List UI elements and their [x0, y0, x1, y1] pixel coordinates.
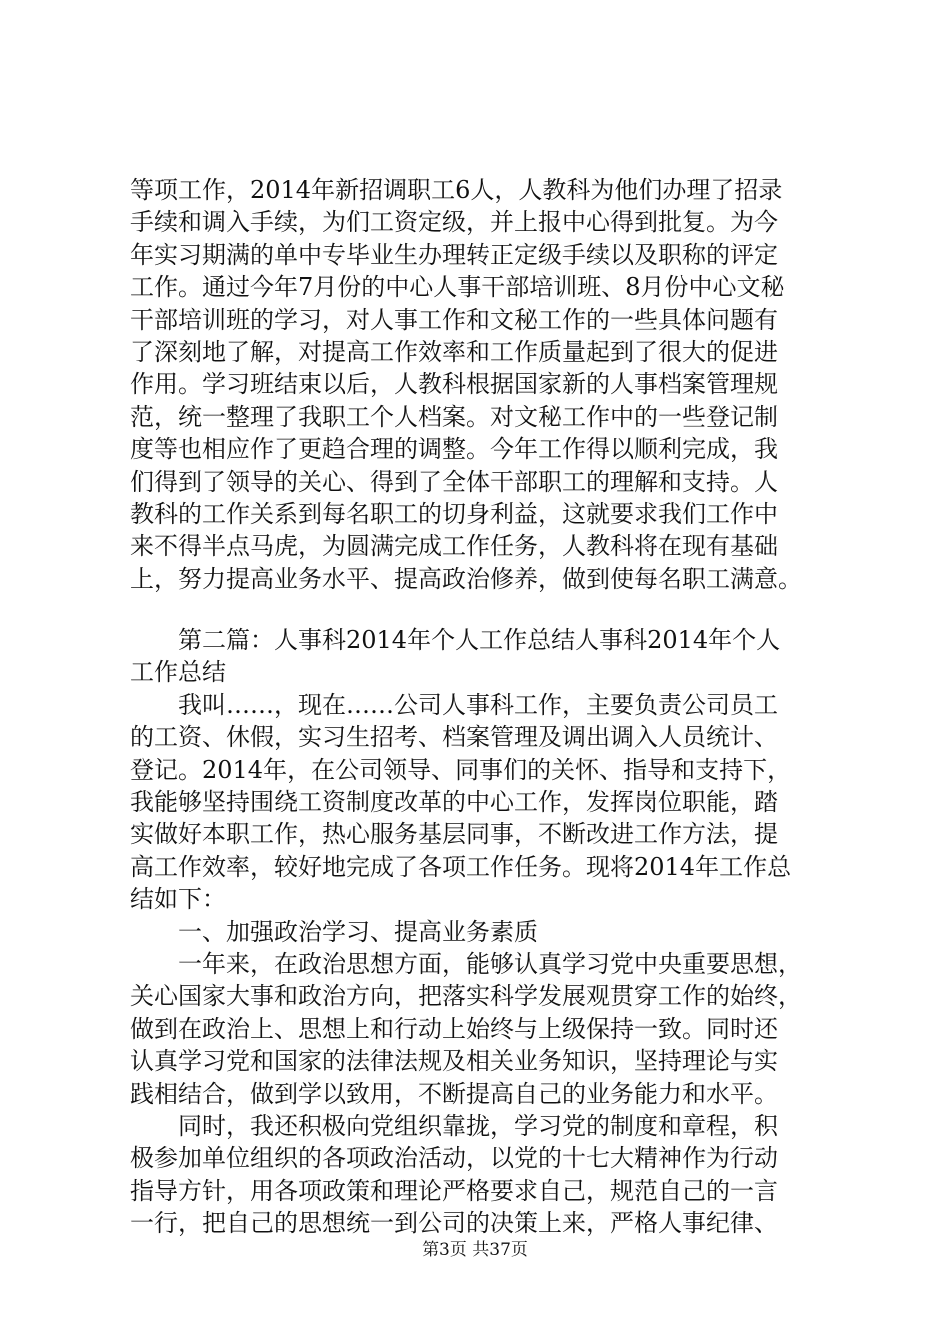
text-line: 来不得半点马虎，为圆满完成工作任务，人教科将在现有基础	[130, 532, 778, 561]
text-line: 一年来，在政治思想方面，能够认真学习党中央重要思想，	[178, 949, 802, 978]
paragraph-intro	[130, 689, 842, 916]
text-line: 上，努力提高业务水平、提高政治修养，做到使每名职工满意。	[130, 564, 802, 593]
text-line: 的工资、休假，实习生招考、档案管理及调出调入人员统计、	[130, 723, 778, 752]
heading-political-study: 一、加强政治学习、提高业务素质	[178, 917, 538, 946]
paragraph-party	[130, 1110, 842, 1240]
text-line: 了深刻地了解，对提高工作效率和工作质量起到了很大的促进	[130, 337, 778, 366]
text-line: 教科的工作关系到每名职工的切身利益，这就要求我们工作中	[130, 499, 778, 528]
text-line: 干部培训班的学习，对人事工作和文秘工作的一些具体问题有	[130, 305, 778, 334]
text-line: 指导方针，用各项政策和理论严格要求自己，规范自己的一言	[130, 1176, 778, 1205]
text-line: 工作。通过今年7月份的中心人事干部培训班、8月份中心文秘	[130, 273, 785, 302]
paragraph-gap	[130, 595, 842, 624]
text-line: 同时，我还积极向党组织靠拢，学习党的制度和章程，积	[178, 1111, 778, 1140]
title-line: 第二篇：人事科2014年个人工作总结人事科2014年个人	[178, 626, 781, 655]
text-line: 们得到了领导的关心、得到了全体干部职工的理解和支持。人	[130, 467, 778, 496]
document-body	[130, 174, 842, 1240]
text-line: 作用。学习班结束以后，人教科根据国家新的人事档案管理规	[130, 370, 778, 399]
title-line: 工作总结	[130, 658, 226, 687]
text-line: 关心国家大事和政治方向，把落实科学发展观贯穿工作的始终，	[130, 982, 802, 1011]
text-line: 我能够坚持围绕工资制度改革的中心工作，发挥岗位职能，踏	[130, 788, 778, 817]
page-footer	[0, 1238, 950, 1262]
page-number: 第3页 共37页	[422, 1240, 528, 1260]
text-line: 践相结合，做到学以致用，不断提高自己的业务能力和水平。	[130, 1079, 778, 1108]
text-line: 一行，把自己的思想统一到公司的决策上来，严格人事纪律、	[130, 1209, 778, 1238]
paragraph-politics	[130, 948, 842, 1110]
section2-title	[130, 624, 842, 689]
text-line: 实做好本职工作，热心服务基层同事，不断改进工作方法，提	[130, 820, 778, 849]
text-line: 等项工作，2014年新招调职工6人，人教科为他们办理了招录	[130, 176, 783, 204]
paragraph-section1	[130, 174, 842, 595]
text-line: 登记。2014年，在公司领导、同事们的关怀、指导和支持下，	[130, 755, 792, 784]
text-line: 做到在政治上、思想上和行动上始终与上级保持一致。同时还	[130, 1014, 778, 1043]
text-line: 我叫……，现在……公司人事科工作，主要负责公司员工	[178, 690, 778, 719]
text-line: 手续和调入手续，为们工资定级，并上报中心得到批复。为今	[130, 208, 778, 237]
text-line: 度等也相应作了更趋合理的调整。今年工作得以顺利完成，我	[130, 435, 778, 464]
text-line: 极参加单位组织的各项政治活动，以党的十七大精神作为行动	[130, 1144, 778, 1173]
text-line: 结如下：	[130, 885, 226, 914]
text-line: 范，统一整理了我职工个人档案。对文秘工作中的一些登记制	[130, 402, 778, 431]
text-line: 年实习期满的单中专毕业生办理转正定级手续以及职称的评定	[130, 240, 778, 269]
text-line: 高工作效率，较好地完成了各项工作任务。现将2014年工作总	[130, 852, 792, 881]
text-line: 认真学习党和国家的法律法规及相关业务知识，坚持理论与实	[130, 1047, 778, 1076]
